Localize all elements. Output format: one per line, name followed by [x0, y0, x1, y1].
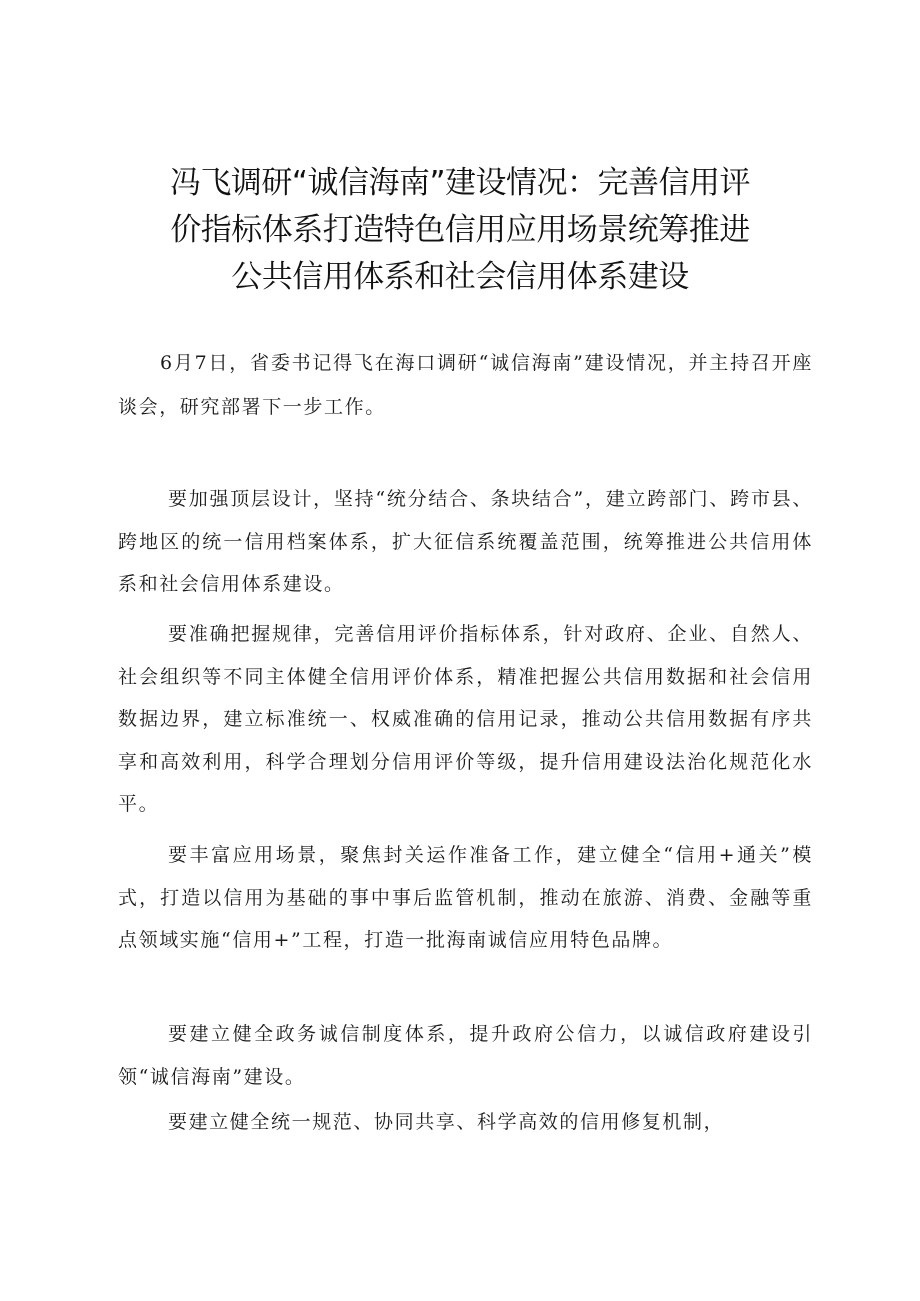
article-title — [110, 160, 810, 301]
paragraph-government-integrity: 要建立健全政务诚信制度体系，提升政府公信力，以诚信政府建设引领“诚信海南”建设。 — [118, 1023, 813, 1088]
paragraph-application-scenarios: 要丰富应用场景，聚焦封关运作准备工作，建立健全“信用+通关”模式，打造以信用为基础的事中事后监管机制，推动在旅游、消费、金融等重点领域实施“信用+”工程，打造一批海南诚信应用特色品牌。 — [118, 844, 813, 951]
title-line-2: 价指标体系打造特色信用应用场景统筹推进 — [170, 212, 750, 248]
paragraph-credit-repair: 要建立健全统一规范、协同共享、科学高效的信用修复机制， — [168, 1111, 725, 1133]
title-line-1: 冯飞调研“诚信海南”建设情况：完善信用评 — [169, 165, 751, 201]
title-line-3: 公共信用体系和社会信用体系建设 — [231, 259, 689, 295]
paragraph-evaluation-system: 要准确把握规律，完善信用评价指标体系，针对政府、企业、自然人、社会组织等不同主体健全信用评价体系，精准把握公共信用数据和社会信用数据边界，建立标准统一、权威准确的信用记录，推动公共信用数据有序共享和高效利用，科学合理划分信用评价等级，提升信用建设法治化规范化水平。 — [118, 623, 813, 815]
paragraph-intro: 6月7日，省委书记得飞在海口调研“诚信海南”建设情况，并主持召开座谈会，研究部署下一步工作。 — [118, 352, 813, 418]
paragraph-top-level-design: 要加强顶层设计，坚持“统分结合、条块结合”，建立跨部门、跨市县、跨地区的统一信用档案体系，扩大征信系统覆盖范围，统筹推进公共信用体系和社会信用体系建设。 — [118, 488, 813, 595]
